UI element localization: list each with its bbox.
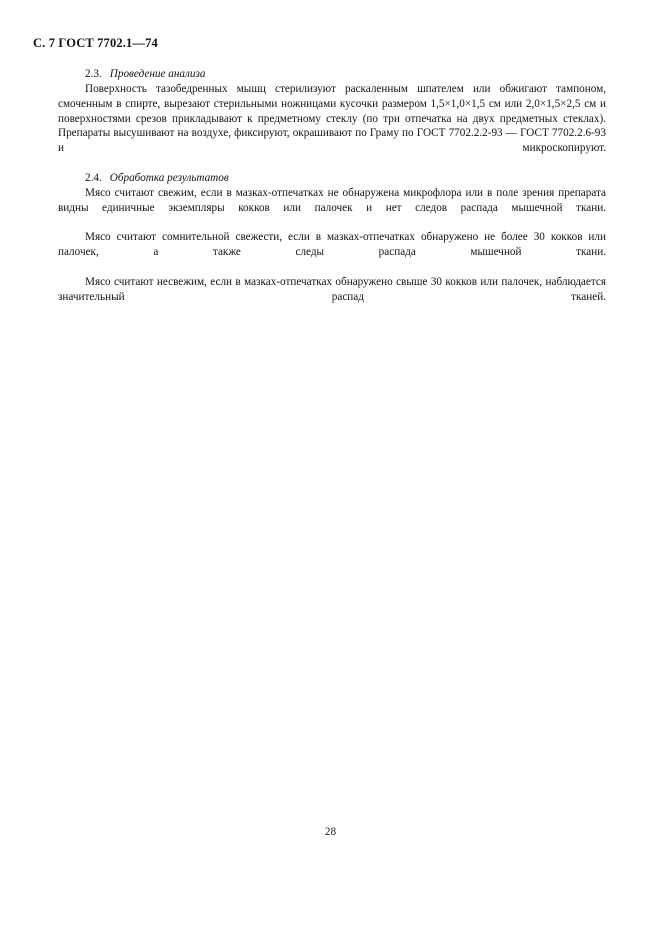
section-heading-2-4 bbox=[58, 171, 606, 186]
section-2-4-paragraph-3: Мясо считают несвежим, если в мазках-отпечатках обнаружено свыше 30 кокков или палочек, наблюдается значительный распад тканей. bbox=[58, 275, 606, 303]
text-column bbox=[58, 67, 606, 319]
section-2-3 bbox=[58, 67, 606, 171]
section-heading-2-3 bbox=[58, 67, 606, 82]
section-2-4-paragraph-1: Мясо считают свежим, если в мазках-отпечатках не обнаружена микрофлора или в поле зрения препарата видны единичные экземпляры кокков или палочек и нет следов распада мышечной ткани. bbox=[58, 186, 606, 214]
section-number: 2.4. bbox=[85, 171, 102, 184]
section-number: 2.3. bbox=[85, 68, 102, 80]
section-2-3-paragraph-1: Поверхность тазобедренных мышц стерилизуют раскаленным шпателем или обжигают тампоном, смоченным в спирте, вырезают стерильными ножницами кусочки размером 1,5×1,0×1,5 см или 2,0×1,5×2,5 см и поверхностями срезов прикладывают к предметному стеклу (по три отпечатка на двух предметных стеклах). Препараты высушивают на воздухе, фиксируют, окрашивают по Граму по ГОСТ 7702.2.2-93 — ГОСТ 7702.2.6-93 и микроскопируют. bbox=[58, 82, 606, 155]
section-2-4 bbox=[58, 171, 606, 319]
section-title: Проведение анализа bbox=[109, 68, 206, 80]
page-number: 28 bbox=[324, 826, 337, 838]
section-2-4-paragraph-2: Мясо считают сомнительной свежести, если в мазках-отпечатках обнаружено не более 30 кокков или палочек, а также следы распада мышечной ткани. bbox=[58, 231, 606, 259]
running-header: С. 7 ГОСТ 7702.1—74 bbox=[33, 36, 158, 50]
section-title: Обработка результатов bbox=[109, 171, 229, 184]
